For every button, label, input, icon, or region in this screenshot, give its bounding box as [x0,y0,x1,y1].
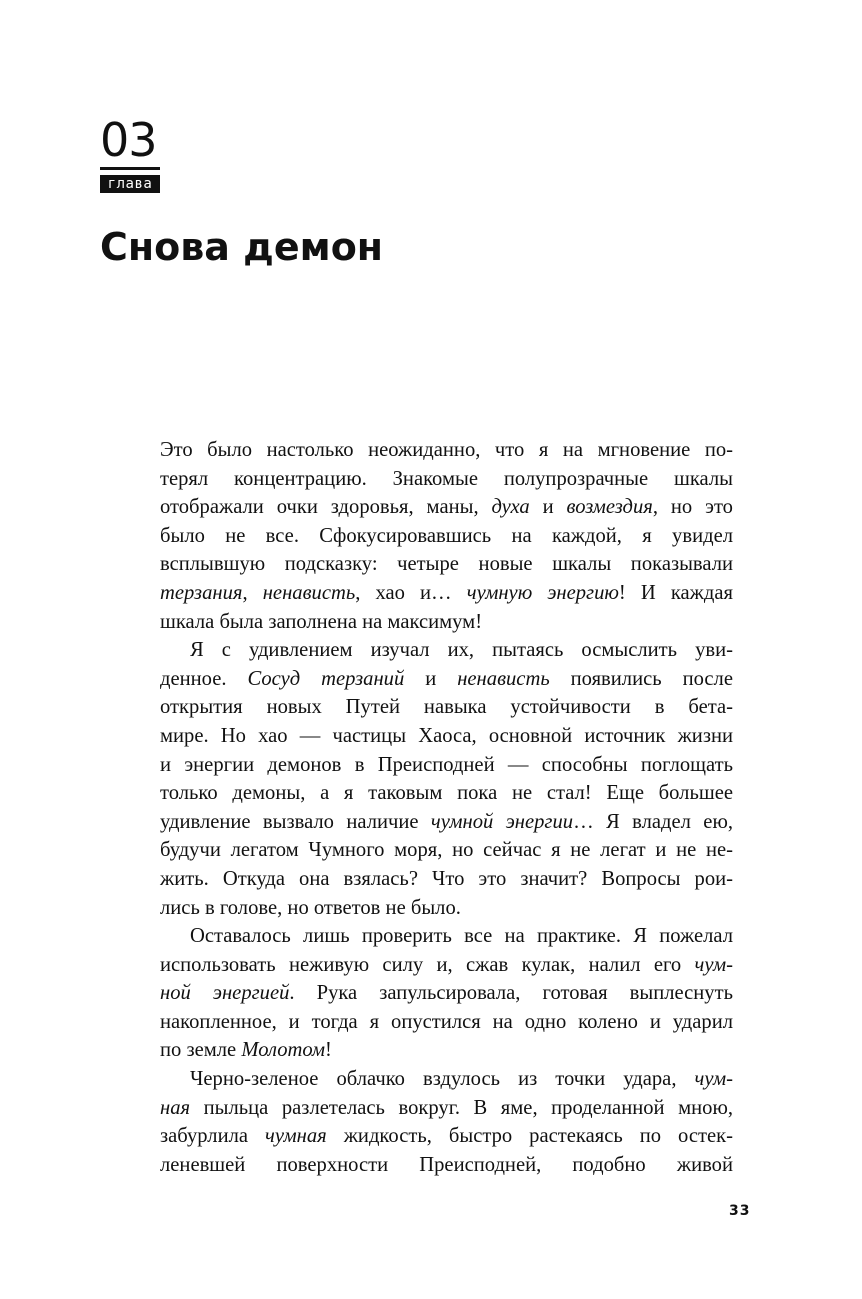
text-line: удивление вызвало наличие чумной энергии… Я владел ею, [160,810,733,833]
italic-term: ненависть [262,581,356,604]
text-line: было не все. Сфокусировавшись на каждой, я увидел [160,524,733,547]
italic-term: Молотом [241,1039,326,1062]
text-line: забурлила чумная жидкость, быстро растекаясь по остек- [160,1125,734,1148]
text-line: Оставалось лишь проверить все на практике. Я пожелал [190,925,733,948]
text-line: по земле Молотом! [160,1039,332,1062]
chapter-number: 03 [100,113,157,167]
italic-term: чум- [694,1068,733,1091]
text-line: шкала была заполнена на максимум! [160,610,483,633]
text-line: будучи легатом Чумного моря, но сейчас я не легат и не не- [160,839,733,862]
text-line: использовать неживую силу и, сжав кулак, налил его чум- [160,953,733,976]
chapter-rule [100,167,160,170]
italic-term: ной энергией [160,982,290,1005]
text-line: накопленное, и тогда я опустился на одно колено и ударил [160,1010,733,1033]
text-line: Черно-зеленое облачко вздулось из точки удара, чум- [190,1068,733,1091]
page-number: 33 [729,1203,751,1219]
text-line: лись в голове, но ответов не было. [160,896,461,919]
text-line: ная пыльца разлетелась вокруг. В яме, проделанной мною, [160,1096,733,1119]
italic-term: ненависть [457,667,550,690]
text-line: и энергии демонов в Преисподней — способны поглощать [160,753,733,776]
italic-term: духа [491,496,530,519]
text-line: ной энергией. Рука запульсировала, готовая выплеснуть [160,982,733,1005]
italic-term: терзания [160,581,243,604]
chapter-label: глава [100,175,160,193]
text-line: жить. Откуда она взялась? Что это значит? Вопросы рои- [160,867,733,890]
chapter-title: Снова демон [100,225,384,269]
text-line: терял концентрацию. Знакомые полупрозрачные шкалы [160,467,733,490]
text-line: терзания, ненависть, хао и… чумную энергию! И каждая [160,581,733,604]
italic-term: возмездия [566,496,653,519]
text-line: леневшей поверхности Преисподней, подобно живой [160,1153,733,1176]
italic-term: Сосуд терзаний [247,667,405,690]
text-line: отображали очки здоровья, маны, духа и возмездия, но это [160,496,733,519]
text-line: мире. Но хао — частицы Хаоса, основной источник жизни [160,724,733,747]
body-text [160,436,733,1179]
text-line: всплывшую подсказку: четыре новые шкалы показывали [160,553,733,576]
italic-term: чумной энергии [430,810,574,833]
text-line: Это было настолько неожиданно, что я на мгновение по- [160,439,733,461]
italic-term: чум- [694,953,733,976]
text-line: денное. Сосуд терзаний и ненависть появились после [160,667,733,690]
italic-term: чумная [265,1125,327,1148]
italic-term: ная [160,1096,191,1119]
text-line: только демоны, а я таковым пока не стал! Еще большее [160,782,733,805]
italic-term: чумную энергию [466,581,619,604]
text-line: открытия новых Путей навыка устойчивости в бета- [160,696,733,719]
text-line: Я с удивлением изучал их, пытаясь осмыслить уви- [190,639,733,662]
